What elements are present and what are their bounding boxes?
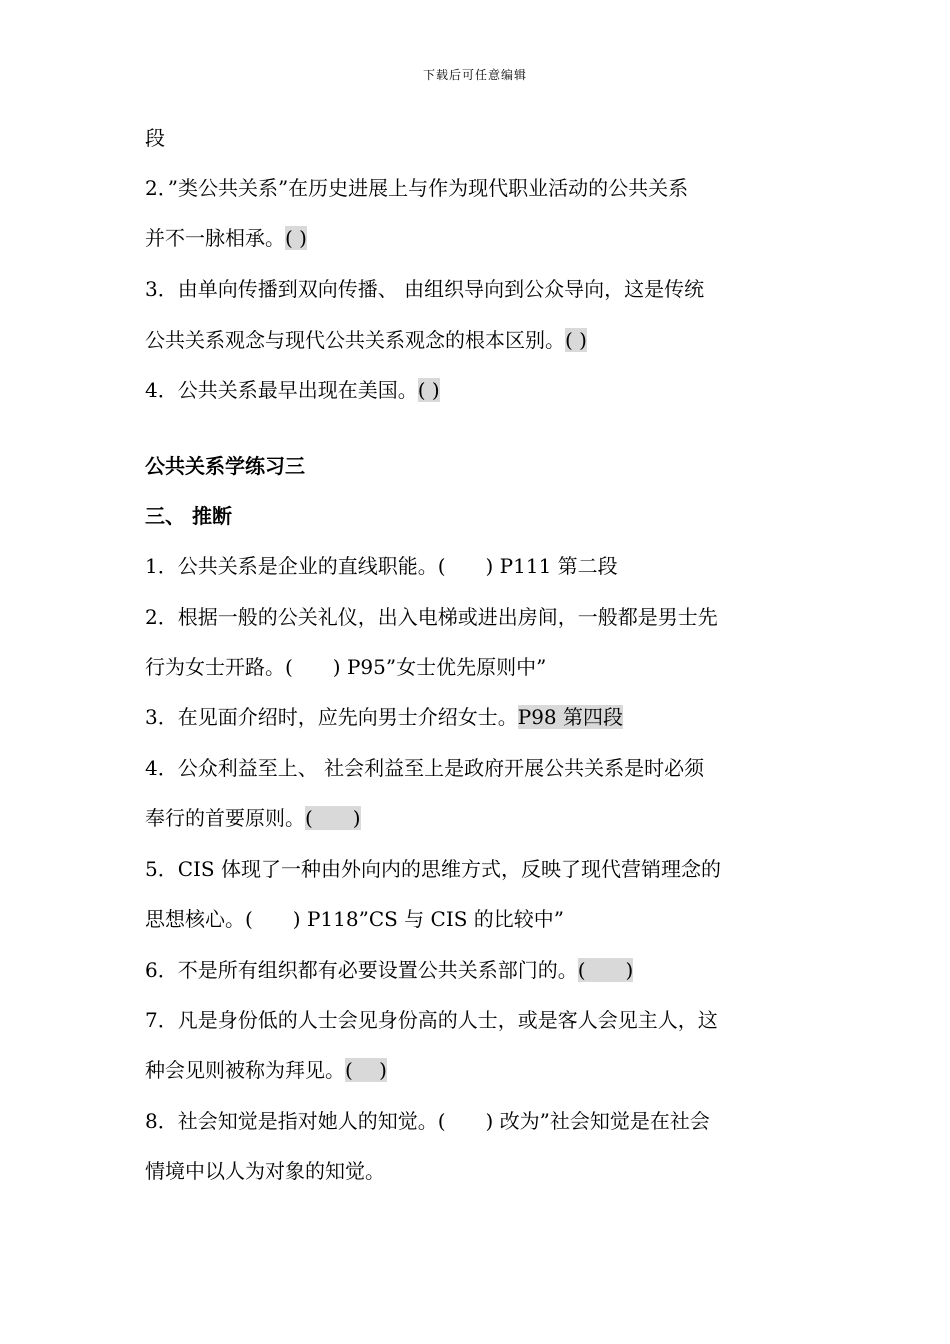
question-7-cont [145,1056,387,1084]
statement-4 [145,376,440,404]
question-5: 5．CIS 体现了一种由外向内的思维方式，反映了现代营销理念的 [145,857,721,881]
question-2-cont: 行为女士开路。( ) P95”女士优先原则中” [145,655,547,679]
statement-2-cont [145,224,307,252]
answer-blank: ( ) [565,328,587,352]
question-4: 4．公众利益至上、 社会利益至上是政府开展公共关系是时必须 [145,756,705,780]
text-line: 4．公共关系最早出现在美国。 [145,378,418,402]
answer-blank: ( ) [417,378,440,402]
statement-3: 3．由单向传播到双向传播、 由组织导向到公众导向，这是传统 [145,277,705,301]
question-4-cont [145,804,361,832]
text-line: 段 [145,126,165,150]
question-5-cont: 思想核心。( ) P118”CS 与 CIS 的比较中” [145,907,565,931]
answer-blank: ( ) [285,226,307,250]
question-6 [145,956,633,984]
answer-blank: ( ) [345,1058,387,1082]
text-line: 3．在见面介绍时，应先向男士介绍女士。 [145,705,518,729]
question-1: 1．公共关系是企业的直线职能。( ) P111 第二段 [145,554,618,578]
subsection-title: 三、 推断 [145,504,232,528]
question-7: 7．凡是身份低的人士会见身份高的人士，或是客人会见主人，这 [145,1008,718,1032]
question-2: 2．根据一般的公关礼仪，出入电梯或进出房间，一般都是男士先 [145,605,718,629]
page-reference: P98 第四段 [517,705,623,729]
text-line: 奉行的首要原则。 [145,806,305,830]
section-title: 公共关系学练习三 [145,454,305,478]
question-3 [145,703,623,731]
answer-blank: ( ) [305,806,361,830]
text-line: 6．不是所有组织都有必要设置公共关系部门的。 [145,958,578,982]
question-8: 8．社会知觉是指对她人的知觉。( ) 改为”社会知觉是在社会 [145,1109,710,1133]
text-line: 公共关系观念与现代公共关系观念的根本区别。 [145,328,565,352]
text-line: 种会见则被称为拜见。 [145,1058,345,1082]
answer-blank: ( ) [577,958,634,982]
statement-2: 2．”类公共关系”在历史进展上与作为现代职业活动的公共关系 [145,176,689,200]
text-line: 并不一脉相承。 [145,226,285,250]
statement-3-cont [145,326,587,354]
page-header: 下载后可任意编辑 [422,68,527,82]
question-8-cont: 情境中以人为对象的知觉。 [145,1159,385,1183]
